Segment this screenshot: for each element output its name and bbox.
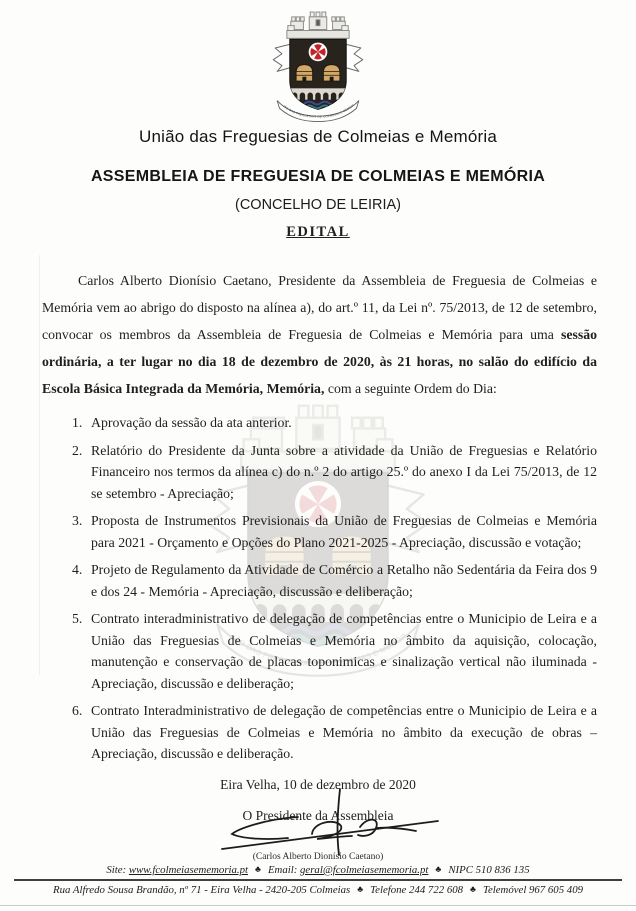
footer-contact-line bbox=[0, 864, 636, 876]
intro-paragraph bbox=[42, 267, 597, 402]
coat-of-arms-icon bbox=[245, 8, 391, 127]
agenda-item-text: Projeto de Regulamento da Atividade de Comércio a Retalho não Sedentária da Feira dos 9 e dos 24 - Memória - Apreciação, discussão e deliberação; bbox=[91, 562, 597, 599]
page-subtitle: (CONCELHO DE LEIRIA) bbox=[235, 197, 401, 213]
agenda-item-5 bbox=[72, 608, 597, 694]
scan-artifact-bottom bbox=[0, 905, 636, 906]
footer-divider bbox=[14, 879, 622, 881]
signer-name: (Carlos Alberto Dionísio Caetano) bbox=[252, 852, 384, 862]
agenda-item-6 bbox=[72, 700, 597, 765]
agenda-item-3 bbox=[72, 510, 597, 553]
intro-text-bold: sessão ordinária, a ter lugar no dia 18 de dezembro de 2020, às 21 horas, no salão do edifício da Escola Básica Integrada da Memória, Memória, bbox=[42, 327, 597, 396]
site-label: Site: bbox=[106, 864, 129, 876]
agenda-item-1 bbox=[72, 412, 597, 434]
email-label: Email: bbox=[267, 864, 301, 876]
signature-image bbox=[210, 787, 450, 862]
intro-text-closing: com a seguinte Ordem do Dia: bbox=[324, 381, 497, 396]
doc-type-heading: EDITAL bbox=[286, 224, 350, 240]
nipc-number: NIPC 510 836 135 bbox=[448, 864, 530, 876]
signer-role: O Presidente da Assembleia bbox=[242, 807, 394, 823]
club-separator-icon: ♣ bbox=[255, 864, 261, 874]
club-separator-icon: ♣ bbox=[435, 864, 442, 874]
page-title: ASSEMBLEIA DE FREGUESIA DE COLMEIAS E MEMÓRIA bbox=[90, 168, 546, 185]
agenda-item-text: Relatório do Presidente da Junta sobre a atividade da União de Freguesias e Relatório Financeiro nos termos da alínea c) do n.º 2 do artigo 25.º do anexo I da Lei 75/2013, de 12 se setembro - Apreciação; bbox=[91, 442, 597, 501]
agenda-item-text: Aprovação da sessão da ata anterior. bbox=[91, 415, 292, 430]
agenda-item-number: 4. bbox=[72, 562, 83, 577]
agenda-item-4 bbox=[72, 559, 597, 602]
agenda-item-text: Proposta de Instrumentos Previsionais da União de Freguesias de Colmeias e Memória para 2021 - Orçamento e Opções do Plano 2021-2025 - Apreciação, discussão e votação; bbox=[91, 513, 597, 550]
agenda-list bbox=[72, 412, 597, 765]
agenda-item-number: 5. bbox=[72, 611, 83, 626]
agenda-item-number: 3. bbox=[72, 513, 83, 528]
club-separator-icon: ♣ bbox=[357, 884, 364, 894]
mobile-number: Telemóvel 967 605 409 bbox=[482, 884, 583, 896]
agenda-item-number: 1. bbox=[72, 415, 83, 430]
site-url: www.fcolmeiasememoria.pt bbox=[128, 864, 249, 876]
intro-text-regular: Carlos Alberto Dionísio Caetano, Presidente da Assembleia de Freguesia de Colmeias e Memória vem ao abrigo do disposto na alínea a), do art.º 11, da Lei nº. 75/2013, de 12 de setembro, convocar os membros da Assembleia de Freguesia de Colmeias e Memória para uma bbox=[42, 273, 597, 342]
phone-number: Telefone 244 722 608 bbox=[370, 884, 464, 896]
street-address: Rua Alfredo Sousa Brandão, nº 71 - Eira Velha - 2420-205 Colmeias bbox=[53, 884, 351, 896]
org-name: União das Freguesias de Colmeias e Memória bbox=[138, 127, 497, 146]
dateline: Eira Velha, 10 de dezembro de 2020 bbox=[220, 776, 416, 792]
club-separator-icon: ♣ bbox=[470, 884, 476, 894]
footer-address-line bbox=[0, 884, 636, 896]
agenda-item-2 bbox=[72, 440, 597, 505]
email-address: geral@fcolmeiasememoria.pt bbox=[300, 864, 429, 876]
agenda-item-text: Contrato interadministrativo de delegação de competências entre o Municipio de Leira e a União das Freguesias de Colmeias e Memória no âmbito da aquisição, colocação, manutenção e conservação de placas toponimicas e sinalização vertical não iluminada - Apreciação, discussão e deliberação; bbox=[91, 611, 597, 691]
agenda-item-text: Contrato Interadministrativo de delegação de competências entre o Municipio de Leira e a União das Freguesias de Colmeias e Memória no âmbito da execução de obras – Apreciação, discussão e deliberação. bbox=[91, 703, 597, 761]
agenda-item-number: 6. bbox=[72, 703, 83, 718]
agenda-item-number: 2. bbox=[72, 442, 83, 458]
